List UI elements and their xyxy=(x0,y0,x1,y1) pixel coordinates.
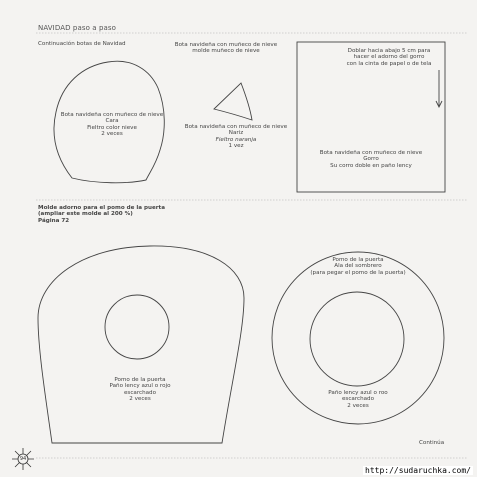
brim-bottom-line-1: Paño lency azul o roo xyxy=(328,390,388,396)
doorknob-title-line-3: Página 72 xyxy=(38,217,70,224)
nose-top-caption xyxy=(166,42,286,55)
doorknob-body-line-3: escarchado xyxy=(123,389,157,396)
boot-face-line-3: Fieltro color nieve xyxy=(87,124,137,131)
brim-bottom-line-2: escarchado xyxy=(341,396,375,403)
brim-top-line-2: Ala del sombrero xyxy=(334,263,382,270)
brim-top-line-1: Pomo de la puerta xyxy=(332,257,384,263)
page-number: 94 xyxy=(19,456,27,462)
boot-face-line-4: 2 veces xyxy=(101,131,123,138)
brim-bottom-line-3: 2 veces xyxy=(347,402,369,409)
hat-brim-inner xyxy=(310,292,404,386)
doorknob-body-label xyxy=(90,377,190,403)
nose-line-3: Fieltro naranja xyxy=(215,136,257,143)
hat-fold-line-3: con la cinta de papel o de tela xyxy=(346,60,432,67)
doorknob-title-line-1: Molde adorno para el pomo de la puerta xyxy=(38,205,165,211)
boot-face-line-2: Cara xyxy=(105,118,119,125)
doorknob-title-line-2: (ampliar este molde al 200 %) xyxy=(38,211,133,218)
doorknob-body-line-1: Pomo de la puerta xyxy=(114,377,166,383)
nose-top-caption-line-2: molde muñeco de nieve xyxy=(192,48,260,55)
doorknob-body-hole xyxy=(105,295,169,359)
hat-fold-instruction xyxy=(340,48,438,67)
page-header-title: NAVIDAD paso a paso xyxy=(38,24,117,32)
section-caption: Continuación botas de Navidad xyxy=(38,41,126,47)
nose-top-caption-line-1: Bota navideña con muñeco de nieve xyxy=(174,42,278,48)
doorknob-body-line-4: 2 veces xyxy=(129,396,151,403)
hat-line-1: Bota navideña con muñeco de nieve xyxy=(319,150,423,156)
doorknob-section-title xyxy=(38,205,165,224)
boot-face-line-1: Bota navideña con muñeco de nieve xyxy=(60,112,164,118)
hat-fold-line-2: hacer el adorno del gorro xyxy=(353,54,425,61)
hat-line-2: Gorro xyxy=(363,156,379,163)
nose-label xyxy=(180,124,292,150)
doorknob-body-line-2: Paño lency azul o rojo xyxy=(109,383,171,390)
nose-line-4: 1 vez xyxy=(228,143,244,150)
nose-triangle xyxy=(214,83,252,120)
brim-top-label xyxy=(300,257,416,276)
continue-label: Continúa xyxy=(419,440,445,446)
brim-top-line-3: (para pegar el pomo de la puerta) xyxy=(310,269,406,276)
watermark-url[interactable]: http://sudaruchka.com/ xyxy=(365,466,471,475)
brim-bottom-label xyxy=(312,390,404,409)
hat-fold-line-1: Doblar hacia abajo 5 cm para xyxy=(347,48,431,54)
nose-line-2: Nariz xyxy=(228,130,244,137)
boot-face-label xyxy=(58,112,166,138)
doorknob-body-outline xyxy=(38,246,244,443)
nose-line-1: Bota navideña con muñeco de nieve xyxy=(184,124,288,130)
hat-line-3: Su corro doble en paño lency xyxy=(330,162,412,169)
hat-label xyxy=(306,150,436,169)
